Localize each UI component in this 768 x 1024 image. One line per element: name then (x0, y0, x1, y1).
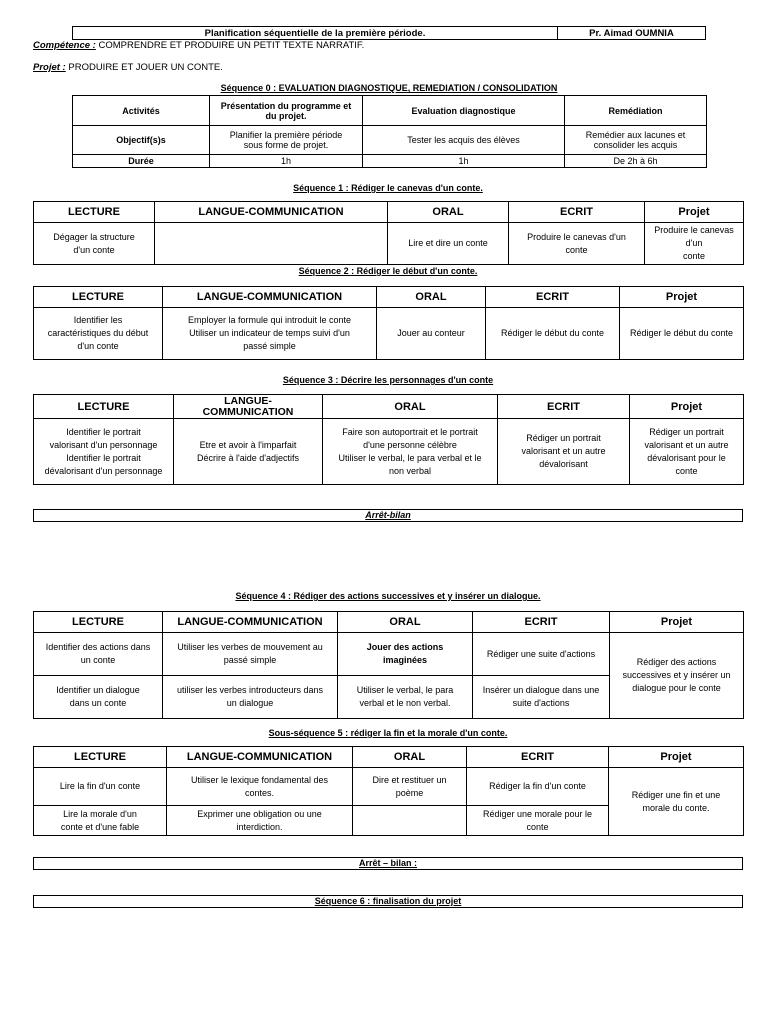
projet-value: PRODUIRE ET JOUER UN CONTE. (68, 62, 223, 73)
seq1-cell: Produire le canevas d'un conte (645, 223, 744, 265)
col-header: LANGUE-COMMUNICATION (155, 202, 388, 223)
seq2-title: Séquence 2 : Rédiger le début d'un conte. (298, 266, 478, 276)
seq2-cell: Rédiger le début du conte (486, 308, 620, 360)
col-header: Projet (620, 287, 744, 308)
seq1-table (33, 201, 744, 265)
competence-value: COMPRENDRE ET PRODUIRE UN PETIT TEXTE NARRATIF. (98, 40, 365, 51)
seq5-cell: Lire la morale d'un conte et d'une fable (34, 806, 167, 836)
arret-bilan-bar-2 (33, 857, 743, 870)
seq0-cell: Objectif(s)s (73, 126, 210, 155)
seq2-cell: Identifier les caractéristiques du début d'un conte (34, 308, 163, 360)
seq2-cell: Jouer au conteur (377, 308, 486, 360)
header-table (72, 26, 706, 40)
col-header: LANGUE-COMMUNICATION (167, 747, 353, 768)
seq2-cell: Employer la formule qui introduit le conte Utiliser un indicateur de temps suivi d'un passé simple (163, 308, 377, 360)
col-header: LECTURE (34, 395, 174, 419)
planning-title: Planification séquentielle de la première période. (73, 27, 558, 40)
seq5-cell (353, 806, 467, 836)
col-header: LANGUE- COMMUNICATION (174, 395, 323, 419)
seq0-cell: Tester les acquis des élèves (363, 126, 565, 155)
col-header: Projet (610, 612, 744, 633)
seq0-cell: De 2h à 6h (565, 155, 707, 168)
seq0-cell: Remédier aux lacunes et consolider les acquis (565, 126, 707, 155)
seq5-cell: Utiliser le lexique fondamental des contes. (167, 768, 353, 806)
projet-label: Projet : (33, 62, 66, 73)
arret-bilan-bar (33, 509, 743, 522)
col-header: ORAL (388, 202, 509, 223)
seq0-table (72, 95, 707, 168)
col-header: LANGUE-COMMUNICATION (163, 287, 377, 308)
arret-bilan-label: Arrêt-bilan (365, 510, 411, 520)
seq6-title: Séquence 6 : finalisation du projet (314, 896, 462, 906)
seq1-cell (155, 223, 388, 265)
col-header: ECRIT (509, 202, 645, 223)
seq0-cell: Planifier la première période sous forme de projet. (210, 126, 363, 155)
seq4-cell: utiliser les verbes introducteurs dans un dialogue (163, 676, 338, 719)
seq5-title: Sous-séquence 5 : rédiger la fin et la morale d'un conte. (268, 728, 508, 738)
seq1-cell: Produire le canevas d'un conte (509, 223, 645, 265)
seq0-cell: 1h (210, 155, 363, 168)
seq3-cell: Etre et avoir à l'imparfait Décrire à l'aide d'adjectifs (174, 419, 323, 485)
seq0-cell: 1h (363, 155, 565, 168)
seq4-cell: Identifier des actions dans un conte (34, 633, 163, 676)
col-header: LANGUE-COMMUNICATION (163, 612, 338, 633)
seq5-cell: Rédiger une morale pour le conte (467, 806, 609, 836)
projet-line (33, 62, 223, 73)
seq2-table (33, 286, 744, 360)
arret-bilan-label-2: Arrêt – bilan : (358, 858, 417, 868)
seq4-cell: Identifier un dialogue dans un conte (34, 676, 163, 719)
teacher-name: Pr. Aimad OUMNIA (558, 27, 706, 40)
seq2-cell: Rédiger le début du conte (620, 308, 744, 360)
seq4-projet-cell: Rédiger des actions successives et y insérer un dialogue pour le conte (610, 633, 744, 719)
seq3-table (33, 394, 744, 485)
seq5-cell: Lire la fin d'un conte (34, 768, 167, 806)
seq4-table (33, 611, 744, 719)
seq4-cell: Utiliser le verbal, le para verbal et le non verbal. (338, 676, 473, 719)
col-header: ECRIT (473, 612, 610, 633)
seq0-cell: Activités (73, 96, 210, 126)
seq4-cell: Utiliser les verbes de mouvement au passé simple (163, 633, 338, 676)
col-header: ECRIT (486, 287, 620, 308)
seq4-cell: Jouer des actions imaginées (338, 633, 473, 676)
seq3-cell: Faire son autoportrait et le portrait d'une personne célèbre Utiliser le verbal, le para verbal et le non verbal (323, 419, 498, 485)
col-header: ORAL (323, 395, 498, 419)
seq3-cell: Identifier le portrait valorisant d'un personnage Identifier le portrait dévalorisant d'un personnage (34, 419, 174, 485)
seq5-cell: Rédiger la fin d'un conte (467, 768, 609, 806)
seq3-cell: Rédiger un portrait valorisant et un autre dévalorisant (498, 419, 630, 485)
col-header: LECTURE (34, 612, 163, 633)
col-header: ORAL (353, 747, 467, 768)
seq6-bar (33, 895, 743, 908)
seq0-cell: Remédiation (565, 96, 707, 126)
col-header: ECRIT (467, 747, 609, 768)
col-header: Projet (645, 202, 744, 223)
seq0-title: Séquence 0 : EVALUATION DIAGNOSTIQUE, REMEDIATION / CONSOLIDATION (220, 83, 558, 93)
seq0-cell: Présentation du programme et du projet. (210, 96, 363, 126)
seq4-title: Séquence 4 : Rédiger des actions successives et y insérer un dialogue. (235, 591, 541, 601)
seq3-cell: Rédiger un portrait valorisant et un autre dévalorisant pour le conte (630, 419, 744, 485)
col-header: ORAL (338, 612, 473, 633)
col-header: LECTURE (34, 202, 155, 223)
col-header: Projet (630, 395, 744, 419)
seq5-table (33, 746, 744, 836)
col-header: LECTURE (34, 287, 163, 308)
seq0-cell: Durée (73, 155, 210, 168)
seq0-cell: Evaluation diagnostique (363, 96, 565, 126)
col-header: ECRIT (498, 395, 630, 419)
col-header: LECTURE (34, 747, 167, 768)
seq5-cell: Exprimer une obligation ou une interdiction. (167, 806, 353, 836)
seq3-title: Séquence 3 : Décrire les personnages d'un conte (282, 375, 494, 385)
seq5-projet-cell: Rédiger une fin et une morale du conte. (609, 768, 744, 836)
seq5-cell: Dire et restituer un poème (353, 768, 467, 806)
col-header: ORAL (377, 287, 486, 308)
seq4-cell: Rédiger une suite d'actions (473, 633, 610, 676)
competence-label: Compétence : (33, 40, 96, 51)
competence-line (33, 40, 364, 51)
seq1-title: Séquence 1 : Rédiger le canevas d'un conte. (293, 183, 483, 193)
seq4-cell: Insérer un dialogue dans une suite d'actions (473, 676, 610, 719)
col-header: Projet (609, 747, 744, 768)
seq1-cell: Lire et dire un conte (388, 223, 509, 265)
seq1-cell: Dégager la structure d'un conte (34, 223, 155, 265)
